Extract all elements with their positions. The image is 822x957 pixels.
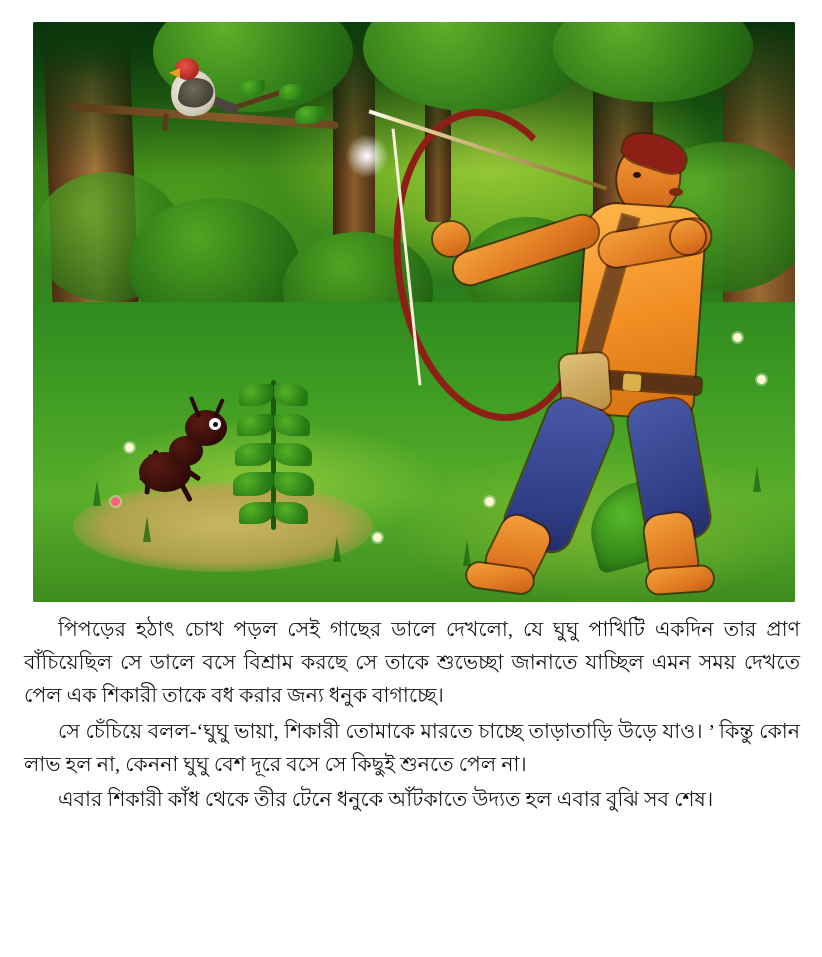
ant-in-grass — [123, 396, 253, 506]
grass-tuft — [333, 536, 341, 562]
hunter-bow-hand — [433, 222, 469, 256]
story-text — [24, 614, 800, 819]
belt-buckle — [622, 373, 641, 391]
arrow-glint — [345, 134, 389, 178]
hunter-mouth — [669, 188, 683, 196]
plant-leaf — [274, 472, 314, 496]
hunter-with-bow — [385, 118, 765, 598]
ant-pupil — [213, 422, 218, 427]
plant-leaf — [274, 443, 312, 466]
flower — [111, 497, 120, 506]
paragraph-2: সে চেঁচিয়ে বলল-‘ঘুঘু ভায়া, শিকারী তোমাকে মারতে চাচ্ছে তাড়াতাড়ি উড়ে যাও। ’ কিন্তু কোন লাভ হল না, কেননা ঘুঘু বেশ দূরে বসে সে কিছুই শুনতে পেল না। — [24, 720, 800, 776]
branch-leaf — [279, 84, 305, 100]
grass-tuft — [143, 516, 151, 542]
hunter-eye — [633, 172, 641, 178]
grass-tuft — [93, 480, 101, 506]
plant-leaf — [274, 502, 308, 524]
ant-head — [185, 410, 227, 446]
plant-leaf — [274, 414, 310, 436]
plant-leaf — [274, 384, 308, 406]
paragraph-1: পিপড়ের হঠাৎ চোখ পড়ল সেই গাছের ডালে দেখলো, যে ঘুঘু পাখিটি একদিন তার প্রাণ বাঁচিয়েছিল সে ডালে বসে বিশ্রাম করছে সে তাকে শুভেচ্ছা জানাতে যাচ্ছিল এমন সময় দেখতে পেল এক শিকারী তাকে বধ করার জন্য ধনুক বাগাচ্ছে। — [24, 619, 800, 708]
branch-leaf — [295, 106, 325, 124]
hunter-drawing-hand — [671, 220, 705, 254]
paragraph-3: এবার শিকারী কাঁধ থেকে তীর টেনে ধনুকে আঁটকাতে উদ্যত হল এবার বুঝি সব শেষ। — [58, 789, 714, 812]
story-illustration — [33, 22, 795, 602]
flower — [373, 533, 382, 542]
branch-leaf — [239, 80, 265, 96]
dove-beak — [169, 68, 180, 78]
hunter-right-foot — [646, 566, 714, 595]
